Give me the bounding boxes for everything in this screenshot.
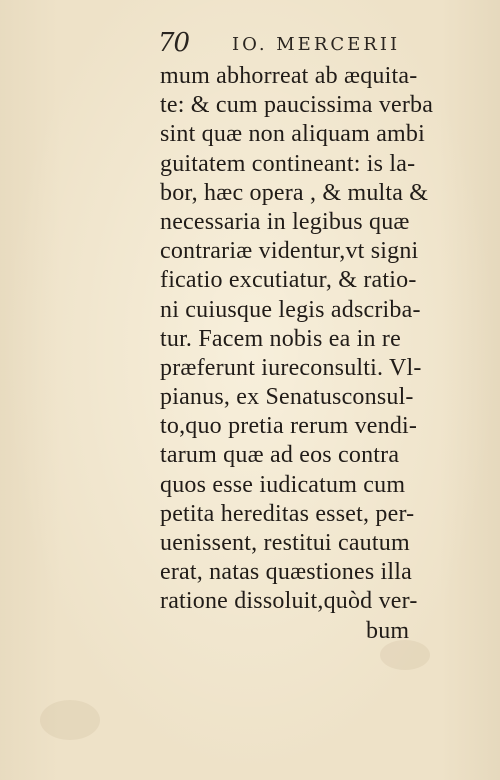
text-line: petita hereditas esset, per- bbox=[160, 500, 415, 527]
text-line: te: & cum paucissima verba bbox=[160, 92, 434, 119]
text-line: pianus, ex Senatusconsul- bbox=[160, 384, 414, 411]
text-line: tur. Facem nobis ea in re bbox=[160, 325, 401, 352]
text-line: bor, hæc opera , & multa & bbox=[160, 179, 429, 206]
text-line: to,quo pretia rerum vendi- bbox=[160, 413, 418, 440]
text-line: præferunt iureconsulti. Vl- bbox=[160, 354, 422, 381]
text-line: erat, natas quæstiones illa bbox=[160, 559, 413, 586]
text-line: ficatio excutiatur, & ratio- bbox=[160, 267, 417, 294]
text-line: necessaria in legibus quæ bbox=[160, 208, 410, 235]
page-number: 70 bbox=[158, 28, 190, 58]
page-header bbox=[158, 28, 458, 62]
text-line: ratione dissoluit,quòd ver- bbox=[160, 588, 418, 615]
running-head: IO. MERCERII bbox=[232, 34, 401, 55]
paper-stain bbox=[40, 700, 100, 740]
text-line: ni cuiusque legis adscriba- bbox=[160, 296, 421, 323]
text-line: uenissent, restitui cautum bbox=[160, 530, 410, 556]
text-line: contrariæ videntur,vt signi bbox=[160, 238, 419, 265]
text-line: guitatem contineant: is la- bbox=[160, 150, 416, 177]
text-line: mum abhorreat ab æquita- bbox=[160, 63, 418, 89]
catchword: bum bbox=[366, 617, 410, 644]
text-line: quos esse iudicatum cum bbox=[160, 471, 406, 498]
text-line: sint quæ non aliquam ambi bbox=[160, 121, 425, 148]
body-text bbox=[160, 62, 470, 646]
text-line: tarum quæ ad eos contra bbox=[160, 442, 400, 469]
